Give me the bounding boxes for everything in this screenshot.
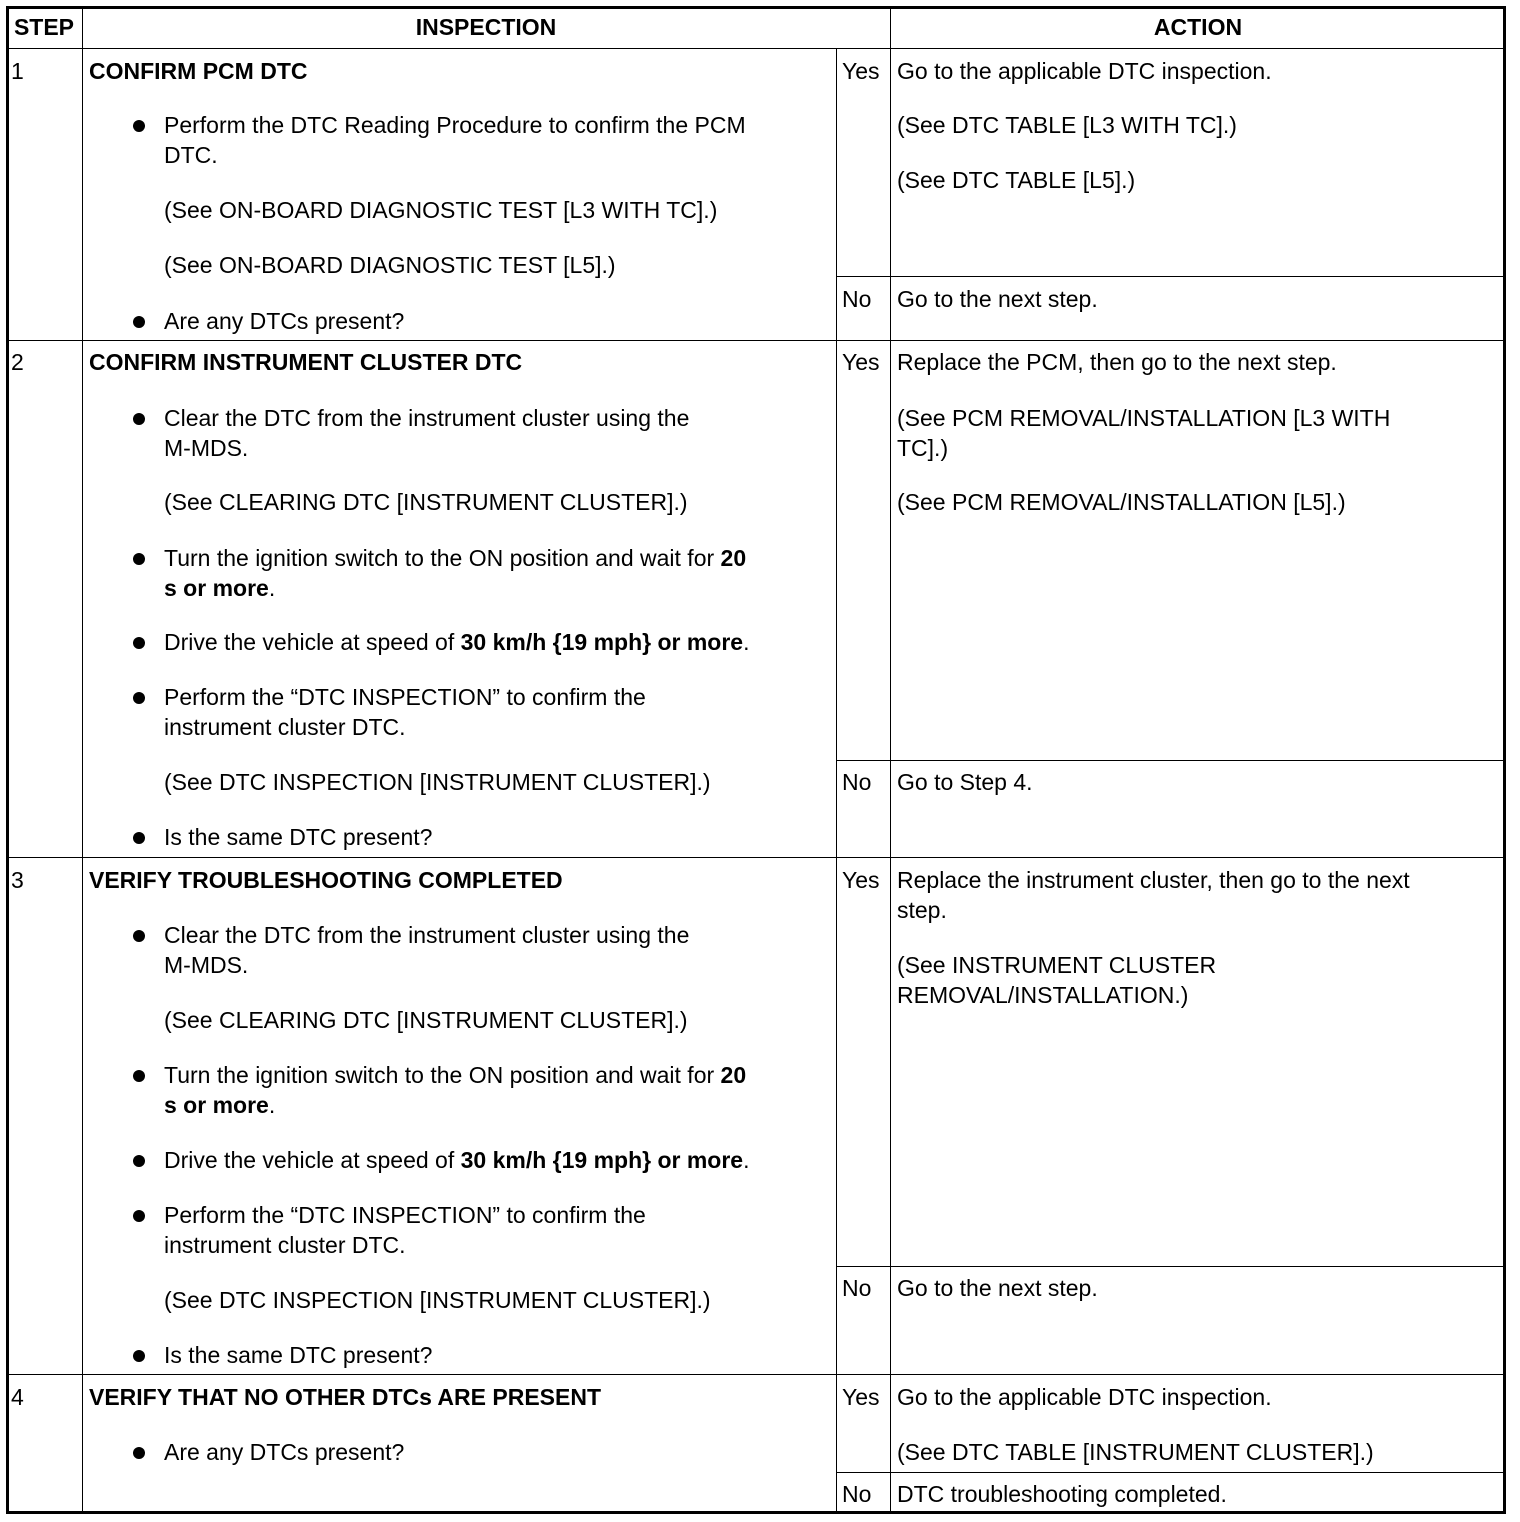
action-reference: (See DTC TABLE [L5].) [897,167,1136,193]
no-label: No [842,286,872,312]
bullet-icon [133,637,145,649]
column-divider [836,48,837,1514]
no-label: No [842,1275,872,1301]
inspection-text: Perform the “DTC INSPECTION” to confirm the [164,684,646,710]
action-text: step. [897,897,947,923]
step-title: CONFIRM PCM DTC [89,58,308,84]
inspection-question: Are any DTCs present? [164,308,405,334]
header-divider [6,48,1506,49]
yes-no-divider [836,276,1506,277]
yes-label: Yes [842,1384,880,1410]
column-divider [82,6,83,1514]
inspection-text: Clear the DTC from the instrument cluster using the [164,405,690,431]
action-text: Go to the applicable DTC inspection. [897,58,1272,84]
header-action: ACTION [1153,14,1243,40]
action-reference: REMOVAL/INSTALLATION.) [897,982,1189,1008]
action-reference: TC].) [897,435,949,461]
inspection-text: Turn the ignition switch to the ON position and wait for 20 [164,1062,747,1088]
step-number: 3 [11,867,24,893]
inspection-text: Drive the vehicle at speed of 30 km/h {19 mph} or more. [164,1147,750,1173]
bullet-icon [133,316,145,328]
bullet-icon [133,692,145,704]
row-divider [6,857,1506,858]
inspection-text: s or more. [164,1092,276,1118]
row-divider [6,1374,1506,1375]
header-inspection: INSPECTION [415,14,557,40]
bullet-icon [133,1070,145,1082]
no-label: No [842,769,872,795]
step-title: VERIFY THAT NO OTHER DTCs ARE PRESENT [89,1384,602,1410]
bullet-icon [133,930,145,942]
no-label: No [842,1481,872,1507]
action-reference: (See DTC TABLE [L3 WITH TC].) [897,112,1237,138]
step-number: 2 [11,349,24,375]
action-text: Replace the PCM, then go to the next step. [897,349,1337,375]
reference-text: (See ON-BOARD DIAGNOSTIC TEST [L3 WITH TC].) [164,197,718,223]
action-text: Go to the next step. [897,286,1098,312]
action-text: DTC troubleshooting completed. [897,1481,1227,1507]
inspection-question: Is the same DTC present? [164,824,433,850]
yes-label: Yes [842,58,880,84]
bullet-icon [133,1447,145,1459]
action-text: Go to the next step. [897,1275,1098,1301]
inspection-text: M-MDS. [164,435,249,461]
action-reference: (See PCM REMOVAL/INSTALLATION [L5].) [897,489,1346,515]
action-text: Go to the applicable DTC inspection. [897,1384,1272,1410]
yes-no-divider [836,1472,1506,1473]
inspection-text: Drive the vehicle at speed of 30 km/h {19 mph} or more. [164,629,750,655]
reference-text: (See ON-BOARD DIAGNOSTIC TEST [L5].) [164,252,616,278]
reference-text: (See DTC INSPECTION [INSTRUMENT CLUSTER].) [164,769,711,795]
reference-text: (See DTC INSPECTION [INSTRUMENT CLUSTER].) [164,1287,711,1313]
bullet-icon [133,832,145,844]
column-divider [890,6,891,1514]
inspection-text: instrument cluster DTC. [164,714,406,740]
header-step: STEP [13,14,75,40]
yes-no-divider [836,1266,1506,1267]
inspection-text: Turn the ignition switch to the ON position and wait for 20 [164,545,747,571]
row-divider [6,340,1506,341]
step-number: 4 [11,1384,24,1410]
inspection-text: instrument cluster DTC. [164,1232,406,1258]
inspection-text: Clear the DTC from the instrument cluster using the [164,922,690,948]
yes-label: Yes [842,349,880,375]
step-title: CONFIRM INSTRUMENT CLUSTER DTC [89,349,523,375]
inspection-question: Are any DTCs present? [164,1439,405,1465]
inspection-text: M-MDS. [164,952,249,978]
bullet-icon [133,120,145,132]
inspection-text: DTC. [164,142,218,168]
reference-text: (See CLEARING DTC [INSTRUMENT CLUSTER].) [164,1007,688,1033]
action-text: Go to Step 4. [897,769,1033,795]
action-reference: (See DTC TABLE [INSTRUMENT CLUSTER].) [897,1439,1374,1465]
yes-no-divider [836,760,1506,761]
action-reference: (See INSTRUMENT CLUSTER [897,952,1217,978]
step-number: 1 [11,58,24,84]
inspection-text: s or more. [164,575,276,601]
reference-text: (See CLEARING DTC [INSTRUMENT CLUSTER].) [164,489,688,515]
bullet-icon [133,413,145,425]
inspection-text: Perform the DTC Reading Procedure to confirm the PCM [164,112,746,138]
yes-label: Yes [842,867,880,893]
action-reference: (See PCM REMOVAL/INSTALLATION [L3 WITH [897,405,1391,431]
step-title: VERIFY TROUBLESHOOTING COMPLETED [89,867,563,893]
inspection-text: Perform the “DTC INSPECTION” to confirm the [164,1202,646,1228]
inspection-question: Is the same DTC present? [164,1342,433,1368]
bullet-icon [133,1350,145,1362]
bullet-icon [133,553,145,565]
action-text: Replace the instrument cluster, then go to the next [897,867,1410,893]
bullet-icon [133,1210,145,1222]
bullet-icon [133,1155,145,1167]
